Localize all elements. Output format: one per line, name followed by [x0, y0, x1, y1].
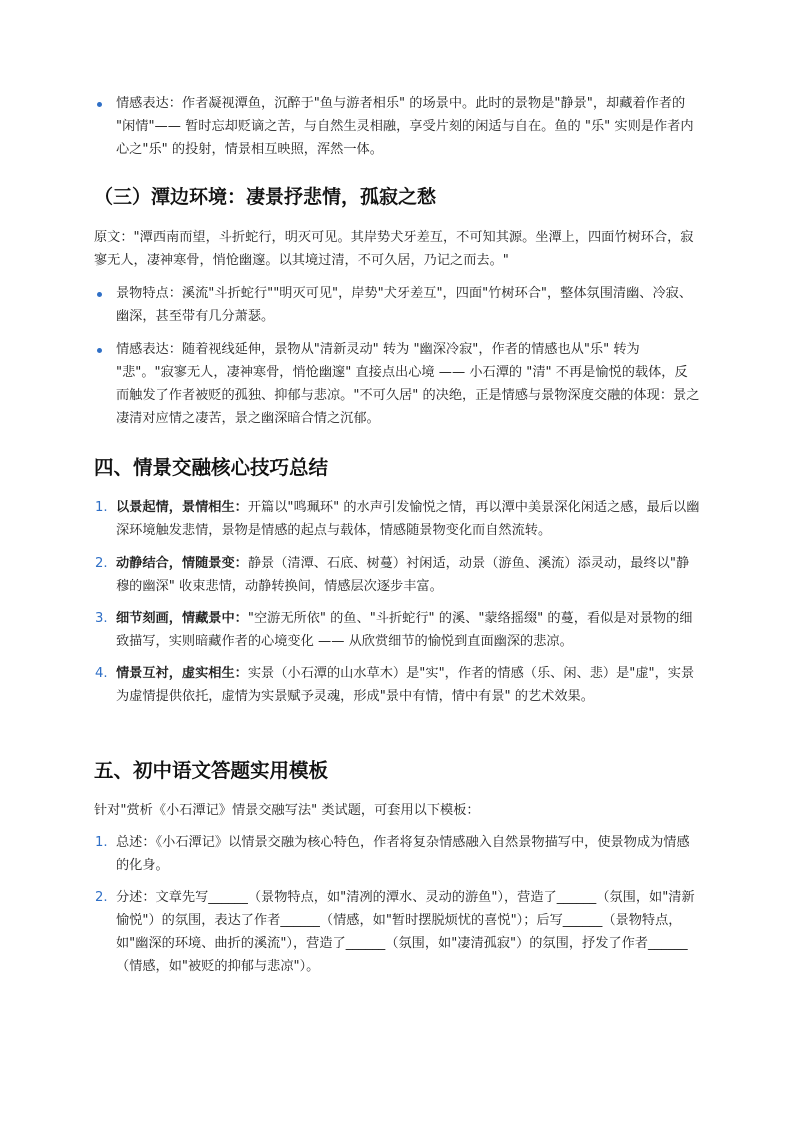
list-item	[94, 338, 700, 430]
bullet-icon	[97, 348, 102, 353]
list-item	[94, 886, 700, 978]
section4-item-1	[94, 496, 700, 542]
list-item-text: 情感表达：随着视线延伸，景物从"清新灵动" 转为 "幽深冷寂"，作者的情感也从"乐" 转为 "悲"。"寂寥无人，凄神寒骨，悄怆幽邃" 直接点出心境 —— 小石潭的 "清" 不再是愉悦的载体，反而触发了作者被贬的孤独、抑郁与悲凉。"不可久居" 的决绝，正是情感与景物深度交融的体现：景之凄清对应情之凄苦，景之幽深暗合情之沉郁。	[116, 342, 700, 426]
list-item-lead: 细节刻画，情藏景中：	[116, 611, 248, 626]
list-item-text: 景物特点：溪流"斗折蛇行""明灭可见"，岸势"犬牙差互"，四面"竹树环合"，整体氛围清幽、冷寂、幽深，甚至带有几分萧瑟。	[116, 286, 693, 324]
list-item	[94, 496, 700, 542]
list-item-text: 分述：文章先写______（景物特点，如"清冽的潭水、灵动的游鱼"），营造了______（氛围，如"清新愉悦"）的氛围，表达了作者______（情感，如"暂时摆脱烦忧的喜悦"）；后写______（景物特点，如"幽深的环境、曲折的溪流"），营造了______（氛围，如"凄清孤寂"）的氛围，抒发了作者______（情感，如"被贬的抑郁与悲凉"）。	[116, 890, 695, 974]
list-item-text: 静景（清潭、石底、树蔓）衬闲适，动景（游鱼、溪流）添灵动，最终以"静穆的幽深" 收束悲情，动静转换间，情感层次逐步丰富。	[116, 556, 690, 594]
list-item-number: 1.	[95, 500, 108, 515]
list-item-lead: 动静结合，情随景变：	[116, 556, 248, 571]
list-item	[94, 662, 700, 708]
list-item-number: 2.	[95, 890, 108, 905]
list-item-text: 开篇以"鸣珮环" 的水声引发愉悦之情，再以潭中美景深化闲适之感，最后以幽深环境触发悲情，景物是情感的起点与载体，情感随景物变化而自然流转。	[116, 500, 700, 538]
section-heading-3: （三）潭边环境：凄景抒悲情，孤寂之愁	[94, 186, 437, 208]
list-item	[94, 282, 700, 328]
list-item-text: 总述：《小石潭记》以情景交融为核心特色，作者将复杂情感融入自然景物描写中，使景物成为情感的化身。	[116, 835, 690, 873]
section-heading-4: 四、情景交融核心技巧总结	[94, 456, 329, 479]
section-heading-5: 五、初中语文答题实用模板	[94, 759, 329, 782]
list-item-lead: 以景起情，景情相生：	[116, 500, 248, 515]
list-item-lead: 情景互衬，虚实相生：	[116, 666, 248, 681]
original-text-paragraph: 原文："潭西南而望，斗折蛇行，明灭可见。其岸势犬牙差互，不可知其源。坐潭上，四面竹树环合，寂寥无人，凄神寒骨，悄怆幽邃。以其境过清，不可久居，乃记之而去。"	[94, 230, 694, 268]
bullet-icon	[97, 102, 102, 107]
section3-prev-list	[94, 92, 700, 161]
list-item	[94, 92, 700, 161]
list-item-number: 1.	[95, 835, 108, 850]
list-item-number: 3.	[95, 611, 108, 626]
list-item	[94, 552, 700, 598]
section3-list-2	[94, 338, 700, 430]
bullet-icon	[97, 292, 102, 297]
section3-list	[94, 282, 700, 328]
list-item-number: 2.	[95, 556, 108, 571]
list-item-text: 实景（小石潭的山水草木）是"实"，作者的情感（乐、闲、悲）是"虚"，实景为虚情提供依托，虚情为实景赋予灵魂，形成"景中有情，情中有景" 的艺术效果。	[116, 666, 695, 704]
list-item-number: 4.	[95, 666, 108, 681]
section4-item-2	[94, 552, 700, 598]
section5-item-1	[94, 831, 700, 877]
list-item	[94, 831, 700, 877]
section4-item-4	[94, 662, 700, 708]
section5-item-2	[94, 886, 700, 978]
list-item-text: 情感表达：作者凝视潭鱼，沉醉于"鱼与游者相乐" 的场景中。此时的景物是"静景"，却藏着作者的 "闲情"—— 暂时忘却贬谪之苦，与自然生灵相融，享受片刻的闲适与自在。鱼的 "乐" 实则是作者内心之"乐" 的投射，情景相互映照，浑然一体。	[116, 96, 694, 157]
list-item	[94, 607, 700, 653]
section4-item-3	[94, 607, 700, 653]
list-item-text: "空游无所依" 的鱼、"斗折蛇行" 的溪、"蒙络摇缀" 的蔓，看似是对景物的细致描写，实则暗藏作者的心境变化 —— 从欣赏细节的愉悦到直面幽深的悲凉。	[116, 611, 693, 649]
section5-intro: 针对"赏析《小石潭记》情景交融写法" 类试题，可套用以下模板：	[94, 803, 480, 818]
